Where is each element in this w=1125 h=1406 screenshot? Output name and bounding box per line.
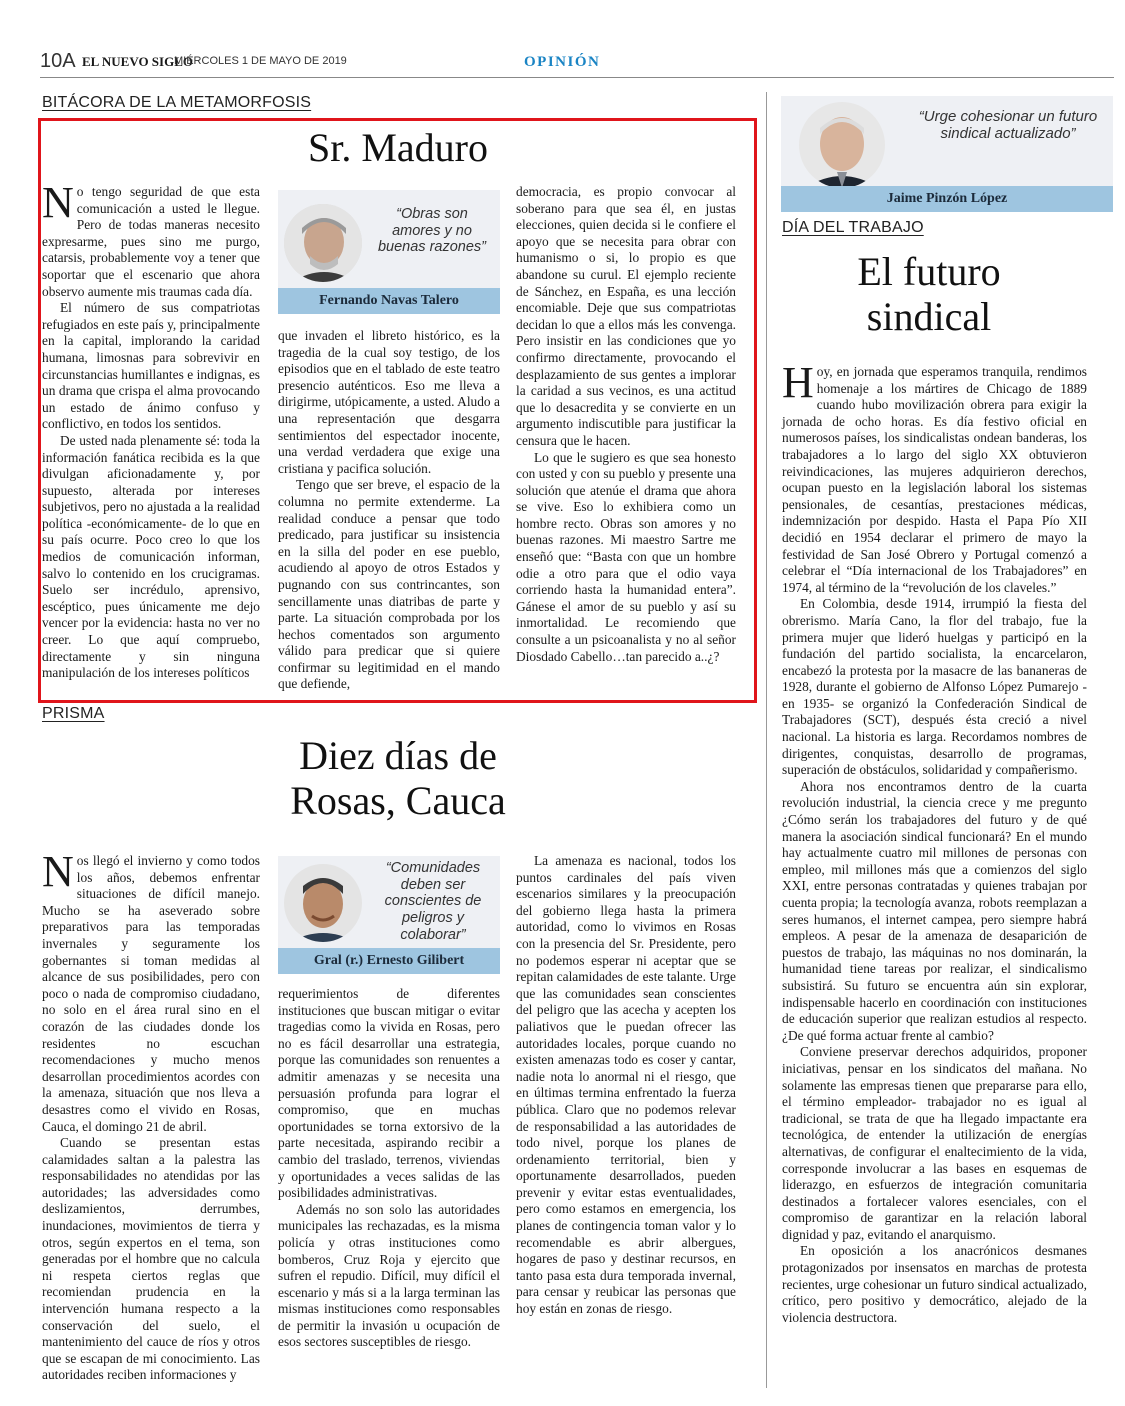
author-name: Fernando Navas Talero: [278, 288, 500, 314]
paragraph: Hoy, en jornada que esperamos tranquila, rendimos homenaje a los mártires de Chicago de 1889 cuando hubo movilización obrera para exigir la jornada de ocho horas. Es día festivo oficial en numerosos países, los sindicalistas ondean banderas, los trabajadores a lo largo del siglo XX obtuvieron reivindicaciones, las mujeres adquirieron derechos, ocupan puesto en la legislación laboral los sistemas pensionales, de cesantías, prestaciones médicas, indemnización por despido. Hasta el Papa Pío XII decidió en 1954 declarar el primero de mayo la festividad de San José Obrero y Portugal comenzó a celebrar el “Día internacional de los Trabajadores” en 1974, al término de la “revolución de los claveles.”: [782, 358, 1087, 595]
paragraph: De usted nada plenamente sé: toda la información fanática recibida es la que divulgan aficionadamente y, por supuesto, alterada por intereses subjetivos, pero no ajustada a la realidad política -económicamente- de lo que en su país ocurre. Poco creo lo que los medios de comunicación informan, salvo lo contenido en los crucigramas. Suelo ser incrédulo, aprensivo, escéptico, pues únicamente me dejo vencer por la evidencia: hasta no ver no creer. Lo que aquí compruebo, directamente y sin ninguna manipulación de los intereses políticos: [42, 432, 260, 681]
page-number: 10A: [40, 50, 76, 72]
article3-title: El futuro sindical: [857, 249, 1001, 339]
paragraph: Además no son solo las autoridades municipales las rechazadas, es la misma policía y otras instituciones como bomberos, Cruz Roja y ejercito que sufren el repudio. Difícil, muy difícil el escenario y más si a la larga terminan las mismas instituciones como responsables de permitir la invasión u ocupación de esos sectores susceptibles de riesgo.: [278, 1201, 500, 1350]
article2-kicker: PRISMA: [42, 705, 105, 722]
paragraph: que invaden el libreto histórico, es la tragedia de la cual soy testigo, de los episodios que en el tablado de este teatro presencio auténticos. Eso me lleva a dirigirme, utópicamente, a usted. Aludo a una representación que desgarra sentimientos del espectador inocente, una verdad verdadera que exige una cristiana y pacifica solución.: [278, 328, 500, 476]
article2-title: Diez días de Rosas, Cauca: [290, 733, 506, 823]
paragraph: Cuando se presentan estas calamidades saltan a la palestra las responsabilidades no atendidas por las autoridades; las adversidades como deslizamientos, derrumbes, inundaciones, movimientos de tierra y otros, según expertos en el tema, son generadas por el hombre que no calcula ni respeta ciertos reglas que recomiendan prudencia en la intervención humana respecto a la conservación del suelo, el mantenimiento del cauce de ríos y otros que se escapan de mi conocimiento. Las autoridades reciben informaciones y: [42, 1135, 260, 1383]
author-box: [781, 96, 1113, 212]
author-name: Jaime Pinzón López: [781, 186, 1113, 212]
article1-title: Sr. Maduro: [308, 125, 488, 170]
paragraph: democracia, es propio convocar al soberano para que sea él, en justas elecciones, quien decida si le confiere el apoyo que se necesita para obrar con humanismo o si, lo propio es que abandone su curul. El ejemplo reciente de Sánchez, en España, es una lección encomiable. Deje que sus compatriotas decidan lo que a ellos más les convenga. Pero insistir en las condiciones que yo confirmo directamente, provocando el desplazamiento de sus gentes a implorar la caridad a sus vecinos, es una actitud que lo desacredita y se convierte en un argumento indiscutible para justificar la censura que le hacen.: [516, 184, 736, 448]
paragraph: En Colombia, desde 1914, irrumpió la fiesta del obrerismo. María Cano, la flor del trabajo, fue la primera mujer que lideró huelgas y participó en la fundación del partido socialista, la encarcelaron, encabezó la protesta por la masacre de las bananeras de 1928, durante el gobierno de Alfonso López Pumarejo -en 1935- se organizó la Confederación Sindical de Trabajadores (SCT), después ésta creció a nivel nacional. La historia es larga. Recordamos nombres de dirigentes, conquistas, desarrollo de programas, superación de obstáculos, solidaridad y compañerismo.: [782, 596, 1087, 778]
newspaper-name: EL NUEVO SIGLO: [82, 54, 193, 69]
column-divider: [766, 92, 767, 1388]
author-name: Gral (r.) Ernesto Gilibert: [278, 948, 500, 974]
issue-date: MIÉRCOLES 1 DE MAYO DE 2019: [174, 55, 347, 67]
article2-column-3: [516, 853, 736, 1318]
paragraph: Lo que le sugiero es que sea honesto con usted y con su pueblo y presente una solución que atenúe el drama que ahora se vive. Eso lo exhibiera como un hombre recto. Obras son amores y no buenas razones. Mi maestro Sartre me enseñó que: “Basta con que un hombre odie a otro para que el odio vaya corriendo hasta la humanidad entera”. Gánese el amor de su pueblo y así su inmortalidad. Le recomiendo que consulte a un psicoanalista y no al señor Diosdado Cabello…tan parecido a..¿?: [516, 449, 736, 664]
article1-kicker: BITÁCORA DE LA METAMORFOSIS: [42, 94, 312, 111]
article3-kicker: DÍA DEL TRABAJO: [782, 219, 924, 236]
pull-quote: “Comunidades deben ser conscientes de peligros y colaborar”: [384, 860, 482, 943]
paragraph: Ahora nos encontramos dentro de la cuarta revolución industrial, la ciencia crece y me pregunto ¿Cómo serán los trabajadores del futuro y de qué manera la asociación sindical funcionará? En el mundo hay actualmente cuatro mil millones de personas con empleo, mil millones más que a comienzos del siglo XXI, entre personas contratadas y quienes trabajan por cuenta propia; la tecnología avanza, robots reemplazan a seres humanos, el internet campea, pero siempre habrá empleos. A pesar de la amenaza de desaparición de puestos de trabajo, las máquinas no nos dominarán, la humanidad tiene tareas por realizar, el sindicalismo subsistirá. Su futuro se encuentra aún sin explorar, indispensable hacerlo en coordinación con instituciones de educación superior que realizan estudios al respecto. ¿De qué forma actuar frente al cambio?: [782, 778, 1087, 1043]
author-portrait: [284, 204, 362, 282]
paragraph: requerimientos de diferentes instituciones que buscan mitigar o evitar tragedias como la vivida en Rosas, pero no es fácil desarrollar una estrategia, porque las comunidades son renuentes a admitir amenazas y se necesita una persuasión profunda para lograr el compromiso, que en muchas oportunidades se torna extorsivo de la parte necesitada, aspirando recibir a cambio del traslado, terrenos, viviendas y oportunidades a veces salidas de las posibilidades administrativas.: [278, 986, 500, 1201]
drop-cap: H: [782, 358, 814, 407]
pull-quote: “Obras son amores y no buenas razones”: [377, 206, 486, 256]
paragraph: En oposición a los anacrónicos desmanes protagonizados por insensatos en marchas de protesta recientes, urge cohesionar un futuro sindical actualizado, crítico, pero positivo y democrático, alejado de la violencia destructora.: [782, 1243, 1087, 1325]
paragraph: No tengo seguridad de que esta comunicación a usted le llegue. Pero de todas maneras necesito expresarme, pues sino me purgo, catarsis, probablemente voy a tener que soportar que el escenario que ahora observo aumente mis traumas cada día.: [42, 178, 260, 299]
page-header: [40, 48, 1114, 78]
article1-column-3: [516, 184, 736, 665]
paragraph: Conviene preservar derechos adquiridos, proponer iniciativas, pensar en los sindicatos del mañana. No solamente las empresas tienen que prepararse para ello, el término empleador- trabajador no es igual al tradicional, se trata de que ha llegado impactante era tecnológica, de entender la utilización de energías alternativas, de configurar el enaltecimiento de la vida, corresponde involucrar a las bases en esquemas de liderazgo, en esfuerzos de integración comunitaria destinados a fortalecer valores esenciales, con el compromiso de garantizar en la relación laboral dignidad y paz, evitando el anarquismo.: [782, 1044, 1087, 1242]
article1-column-2: [278, 328, 500, 693]
author-box: [278, 190, 500, 314]
author-portrait: [799, 102, 885, 188]
portrait-image: [284, 204, 362, 282]
pull-quote: “Urge cohesionar un futuro sindical actualizado”: [918, 108, 1098, 143]
drop-cap: N: [42, 178, 74, 227]
paragraph: La amenaza es nacional, todos los puntos cardinales del país viven escenarios similares y la preocupación del gobierno llega hasta la primera autoridad, como lo vivimos en Rosas con la presencia del Sr. Presidente, pero no podemos esperar ni aceptar que se repitan calamidades de este talante. Urge que las comunidades sean conscientes del peligro que las acecha y acepten los paliativos que le puedan ofrecer las autoridades locales, porque cuando no existen amenazas todo es coser y cantar, nadie nota lo anormal ni el riesgo, que en últimas termina enfrentado la fuerza pública. Claro que no podemos relevar de responsabilidad a las autoridades de todo nivel, porque los planes de ordenamiento territorial, bien y oportunamente desarrollados, pueden prevenir y evitar estas eventualidades, pero como estamos en emergencia, los planes de contingencia toman valor y lo recomendable es abrir albergues, hogares de paso y destinar recursos, en tanto pasa esta dura temporada invernal, para censar y reubicar las personas que hoy están en zonas de riesgo.: [516, 853, 736, 1317]
author-box: [278, 856, 500, 974]
section-title: OPINIÓN: [524, 54, 601, 70]
paragraph: Tengo que ser breve, el espacio de la columna no permite extenderme. La realidad conduce a pensar que todo predicado, para justificar su insistencia en la silla del poder en ese pueblo, acudiendo al apoyo de otros Estados y pugnando con sus contrincantes, son sencillamente unas diatribas de parte y parte. La situación comprobada por los hechos comentados son argumento válido para predicar que si quiere confirmar su legitimidad en el mando que defiende,: [278, 477, 500, 692]
article3-body: [782, 358, 1087, 1326]
article1-column-1: [42, 178, 260, 682]
paragraph: El número de sus compatriotas refugiados en este país y, principalmente en la capital, implorando la caridad humana, limosnas para sobrevivir en circunstancias humillantes e indignas, es un drama que crispa el alma provocando un estado de ánimo confuso y conflictivo, en todos los sentidos.: [42, 300, 260, 432]
author-portrait: [284, 864, 362, 942]
portrait-image: [284, 864, 362, 942]
portrait-image: [799, 102, 885, 188]
article2-column-1: [42, 847, 260, 1384]
paragraph: Nos llegó el invierno y como todos los años, debemos enfrentar situaciones de difícil manejo. Mucho se ha aseverado sobre preparativos para las temporadas invernales y seguramente los gobernantes si toman medidas al alcance de sus posibilidades, pero con poco o nada de compromiso ciudadano, no solo en el área rural sino en el corazón de las ciudades donde los residentes no escuchan recomendaciones y mucho menos desarrollan procedimientos acordes con la amenaza, situación que nos lleva a desastres como el vivido en Rosas, Cauca, el domingo 21 de abril.: [42, 847, 260, 1134]
drop-cap: N: [42, 847, 74, 896]
article2-column-2: [278, 986, 500, 1351]
